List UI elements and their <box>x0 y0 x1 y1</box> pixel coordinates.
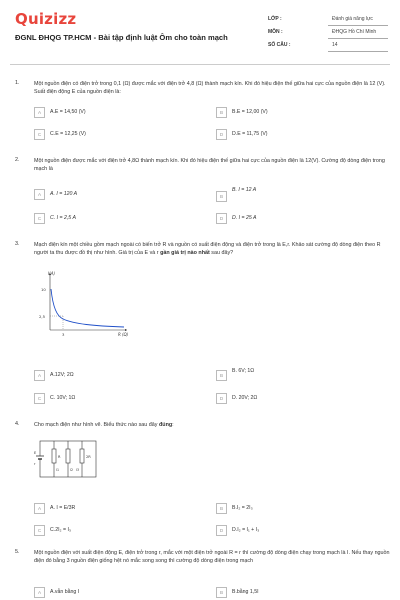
resistor-2r-label: 2R <box>86 455 91 459</box>
question-text: Cho mạch điện như hình vẽ. Biểu thức nào sau đây đúng: <box>34 422 174 428</box>
info-row-class <box>268 14 388 27</box>
info-value: 14 <box>332 42 338 48</box>
info-value: ĐHQG Hồ Chí Minh <box>332 29 377 35</box>
quizizz-logo: Quizizz <box>15 10 77 28</box>
info-value: Đánh giá năng lực <box>332 16 373 22</box>
info-underline <box>328 51 388 52</box>
option-text: B. I = 12 A <box>232 187 257 193</box>
current-i2-label: I2 <box>70 468 73 472</box>
option-text: B. 6V; 1Ω <box>232 368 255 374</box>
question-number: 4. <box>15 421 20 427</box>
x-tick-3: 3 <box>62 332 65 337</box>
option-letter: C <box>34 213 45 224</box>
option-text: C. I = 2,5 A <box>50 215 76 221</box>
current-resistance-graph <box>34 270 134 338</box>
option-letter: D <box>216 129 227 140</box>
option-text: B.bằng 1,5I <box>232 589 259 595</box>
option-text: B.I₂ = 2I₃ <box>232 505 253 511</box>
question-text: Một nguồn điện được mắc với điện trở 4,8Ω thành mạch kín. Khi đó hiệu điện thế giữa hai cực của nguồn điện là 12(V). Cường độ dòng điện trong mạch là <box>34 158 385 172</box>
option-text: A.E = 14,50 (V) <box>50 109 86 115</box>
option-letter: A <box>34 189 45 200</box>
option-text: A.vẫn bằng I <box>50 589 80 595</box>
option-text: D.I₂ = I₁ + I₃ <box>232 527 260 533</box>
document-title: ĐGNL ĐHQG TP.HCM - Bài tập định luật Ôm cho toàn mạch <box>15 33 228 42</box>
option-letter: B <box>216 587 227 598</box>
question-text: Mạch điện kín một chiều gồm mạch ngoài có biến trở R và nguồn có suất điện động và điện trở trong là E,r. Khảo sát cường độ dòng điện theo R người ta thu được đồ thị như hình. Giá trị của E và r gần giá trị nào nhất sau đây? <box>34 242 381 256</box>
option-letter: C <box>34 129 45 140</box>
info-label: SỐ CÂU : <box>268 42 291 48</box>
resistor-r1 <box>52 449 56 463</box>
option-letter: D <box>216 393 227 404</box>
option-text: D. I = 25 A <box>232 215 257 221</box>
y-tick-10: 10 <box>41 287 46 292</box>
question-text: Một nguồn điện với suất điện động E, điện trở trong r, mắc với một điện trở ngoài R = r thì cường độ dòng điện chạy trong mạch là I. Nếu thay nguồn điện đó bằng 3 nguồn điện giống hệt nó mắc song song thì cường độ dòng điện trong mạch <box>34 550 390 564</box>
question-number: 5. <box>15 549 20 555</box>
y-tick-2-5: 2,5 <box>39 314 46 319</box>
option-text: D. 20V; 2Ω <box>232 395 258 401</box>
option-letter: A <box>34 107 45 118</box>
current-i3-label: I3 <box>76 468 79 472</box>
option-letter: A <box>34 587 45 598</box>
current-i1-label: I1 <box>56 468 59 472</box>
question-text: Một nguồn điện có điện trở trong 0,1 (Ω) được mắc với điện trở 4,8 (Ω) thành mạch kín. Khi đó hiệu điện thế giữa hai cực của nguồn điện là 12 (V). Suất điện động E của nguồn điện là: <box>34 81 386 95</box>
y-axis-label: I(A) <box>48 271 56 276</box>
question-number: 1. <box>15 80 20 86</box>
option-text: C. 10V; 1Ω <box>50 395 76 401</box>
option-letter: D <box>216 213 227 224</box>
question-number: 3. <box>15 241 20 247</box>
emf-label: E <box>34 451 37 455</box>
info-table <box>268 14 388 53</box>
option-text: A.12V; 2Ω <box>50 372 74 378</box>
header-divider <box>10 64 390 65</box>
resistor-r-middle <box>66 449 70 463</box>
option-letter: A <box>34 370 45 381</box>
info-label: MÔN : <box>268 29 283 35</box>
option-letter: B <box>216 370 227 381</box>
info-underline <box>328 38 388 39</box>
option-letter: B <box>216 191 227 202</box>
question-number: 2. <box>15 157 20 163</box>
circuit-diagram <box>34 435 100 481</box>
info-row-subject <box>268 27 388 40</box>
option-text: A. I = 120 A <box>50 191 78 197</box>
option-letter: B <box>216 107 227 118</box>
info-row-count <box>268 40 388 53</box>
info-label: LỚP : <box>268 16 282 22</box>
option-text: C.2I₂ = I₃ <box>50 527 71 533</box>
resistor-r2 <box>80 449 84 463</box>
internal-resistance-label: r <box>34 462 36 466</box>
option-letter: B <box>216 503 227 514</box>
x-axis-label: R (Ω) <box>118 332 129 337</box>
option-letter: D <box>216 525 227 536</box>
info-underline <box>328 25 388 26</box>
option-letter: C <box>34 393 45 404</box>
current-curve <box>51 289 124 327</box>
option-letter: A <box>34 503 45 514</box>
option-letter: C <box>34 525 45 536</box>
resistor-r-label: R <box>58 455 61 459</box>
option-text: B.E = 12,00 (V) <box>232 109 268 115</box>
option-text: C.E = 12,25 (V) <box>50 131 86 137</box>
option-text: D.E = 11,75 (V) <box>232 131 268 137</box>
option-text: A. I = E/3R <box>50 505 76 511</box>
